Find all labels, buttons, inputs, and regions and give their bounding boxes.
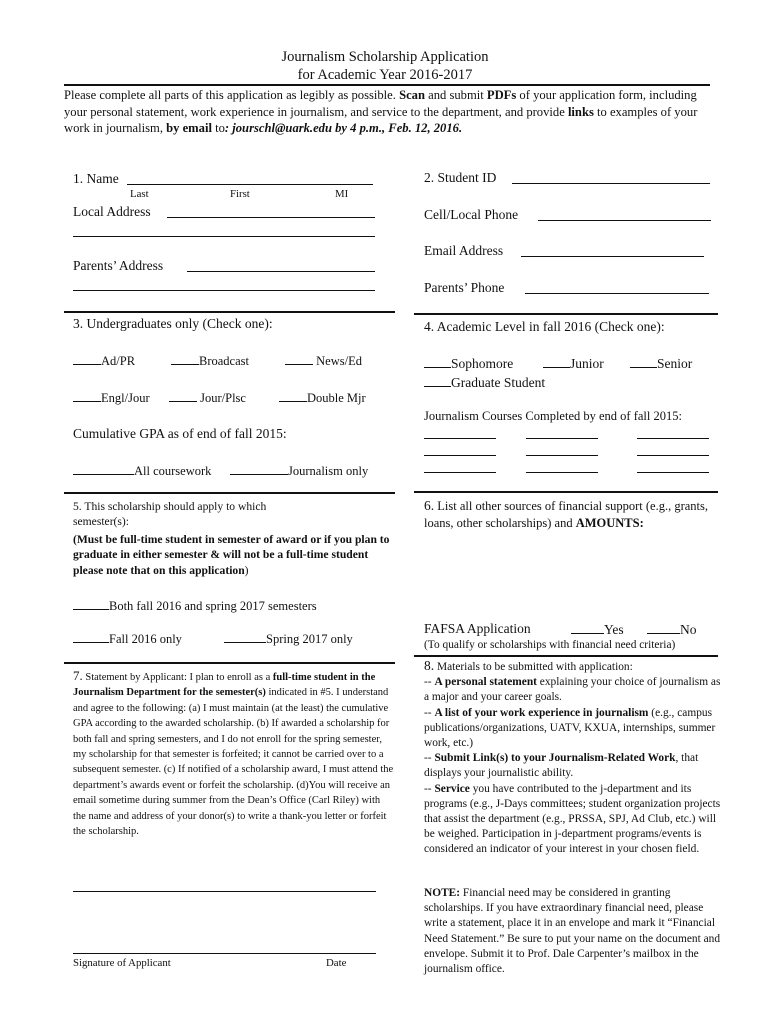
option-graduate[interactable]: Graduate Student xyxy=(424,374,545,391)
option-jourplsc[interactable]: Jour/Plsc xyxy=(169,389,246,406)
option-junior[interactable]: Junior xyxy=(543,355,604,372)
local-address-label: Local Address xyxy=(73,204,151,219)
local-address-field-2[interactable] xyxy=(73,236,375,237)
parents-address-field-2[interactable] xyxy=(73,290,375,291)
option-newsed[interactable]: News/Ed xyxy=(285,352,362,369)
s4-title: 4. Academic Level in fall 2016 (Check one): xyxy=(424,319,665,334)
name-first-caption: First xyxy=(230,188,250,200)
option-adpr[interactable]: Ad/PR xyxy=(73,352,135,369)
fafsa-note: (To qualify or scholarships with financial need criteria) xyxy=(424,639,676,651)
gpa-journalism[interactable]: Journalism only xyxy=(230,462,368,479)
name-field[interactable] xyxy=(127,184,373,185)
name-mi-caption: MI xyxy=(335,188,349,200)
signature-line[interactable] xyxy=(73,953,376,954)
section-rule-6 xyxy=(414,491,718,493)
email-field[interactable] xyxy=(521,256,704,257)
student-id-label: 2. Student ID xyxy=(424,170,497,185)
courses-label: Journalism Courses Completed by end of fall 2015: xyxy=(424,409,682,423)
option-double-major[interactable]: Double Mjr xyxy=(279,389,366,406)
signature-label: Signature of Applicant xyxy=(73,957,171,969)
local-address-field[interactable] xyxy=(167,217,375,218)
section-rule-7 xyxy=(64,662,395,664)
student-id-field[interactable] xyxy=(512,183,710,184)
gpa-label: Cumulative GPA as of end of fall 2015: xyxy=(73,426,287,441)
instructions: Please complete all parts of this application as legibly as possible. Scan and submit PDFs of your application form, including your personal statement, work experience in journalism, and service to the department, and provide links to examples of your work in journalism, by email to: jourschl@uark.edu by 4 p.m., Feb. 12, 2016. xyxy=(64,88,698,136)
financial-need-note: NOTE: Financial need may be considered in granting scholarships. If you have extraordinary financial need, please write a statement, place it in an envelope and mark it “Financial Need Statement.” Be sure to put your name on the document and envelope. Submit it to Prof. Dale Carpenter’s mailbox in the journalism office. xyxy=(424,887,721,976)
parents-phone-field[interactable] xyxy=(525,293,709,294)
section-rule-4 xyxy=(414,313,718,315)
fafsa-yes[interactable]: Yes xyxy=(571,621,624,638)
s3-title: 3. Undergraduates only (Check one): xyxy=(73,316,273,331)
cell-phone-label: Cell/Local Phone xyxy=(424,207,519,222)
parents-phone-label: Parents’ Phone xyxy=(424,280,505,295)
option-senior[interactable]: Senior xyxy=(630,355,692,372)
course-field[interactable] xyxy=(637,438,709,439)
form-title: Journalism Scholarship Application xyxy=(281,49,489,65)
s8-materials: 8. Materials to be submitted with application: -- A personal statement explaining your choice of journalism as a major and your career goals. -- A list of your work experience in journalism (e.g., campus publications/organizations, UATV, KXUA, internships, summer work, etc.) -- Submit Link(s) to your Journalism-Related Work, that displays your journalistic ability. -- Service you have contributed to the j-department and its programs (e.g., J-Days committees; student organization projects that assist the department (e.g., PRSSA, SPJ, Ad Club, etc.) will be weighed. Participation in j-department programs/events is considered an indicator of your interest in your chosen field. xyxy=(424,658,721,856)
fafsa-label: FAFSA Application xyxy=(424,621,531,636)
option-engljour[interactable]: Engl/Jour xyxy=(73,389,150,406)
s5-question: 5. This scholarship should apply to which semester(s): xyxy=(73,500,267,529)
option-both-semesters[interactable]: Both fall 2016 and spring 2017 semesters xyxy=(73,597,317,614)
name-label: 1. Name xyxy=(73,171,119,186)
statement-line[interactable] xyxy=(73,891,376,892)
course-field[interactable] xyxy=(424,438,496,439)
course-field[interactable] xyxy=(526,455,598,456)
option-broadcast[interactable]: Broadcast xyxy=(171,352,249,369)
s5-note: (Must be full-time student in semester of award or if you plan to graduate in either semester & will not be a full-time student please note that on this application) xyxy=(73,533,390,577)
form-subtitle: for Academic Year 2016-2017 xyxy=(297,67,473,83)
fafsa-no[interactable]: No xyxy=(647,621,697,638)
section-rule-8 xyxy=(414,655,718,657)
date-label: Date xyxy=(326,957,347,969)
course-field[interactable] xyxy=(637,455,709,456)
section-rule-3 xyxy=(64,311,395,313)
course-field[interactable] xyxy=(424,472,496,473)
section-rule-5 xyxy=(64,492,395,494)
email-label: Email Address xyxy=(424,243,504,258)
option-spring-2017[interactable]: Spring 2017 only xyxy=(224,630,353,647)
course-field[interactable] xyxy=(424,455,496,456)
s6-question: 6. List all other sources of financial support (e.g., grants, loans, other scholarships) and AMOUNTS: xyxy=(424,498,709,530)
name-last-caption: Last xyxy=(130,188,149,200)
course-field[interactable] xyxy=(526,472,598,473)
course-field[interactable] xyxy=(526,438,598,439)
parents-address-label: Parents’ Address xyxy=(73,258,164,273)
option-fall-2016[interactable]: Fall 2016 only xyxy=(73,630,182,647)
option-sophomore[interactable]: Sophomore xyxy=(424,355,513,372)
cell-phone-field[interactable] xyxy=(538,220,711,221)
s7-statement: 7. Statement by Applicant: I plan to enroll as a full-time student in the Journalism Department for the semester(s) indicated in #5. I understand and agree to the following: (a) I must maintain (at the least) the cumulative GPA according to the awarded scholarship. (b) If awarded a scholarship for both fall and spring semesters, and I do not enroll for the spring semester, my scholarship for that semester is forfeited; it cannot be carried over to a subsequent semester. (c) If notified of a scholarship award, I must attend the department’s awards event or forfeit the scholarship. (d)You will receive an email sometime during summer from the Dean’s Office (Carl Riley) with the name and address of your donor(s) to write a thank-you letter or forfeit the scholarship. xyxy=(73,668,394,838)
course-field[interactable] xyxy=(637,472,709,473)
parents-address-field[interactable] xyxy=(187,271,375,272)
gpa-all-coursework[interactable]: All coursework xyxy=(73,462,211,479)
header-rule xyxy=(64,84,710,86)
